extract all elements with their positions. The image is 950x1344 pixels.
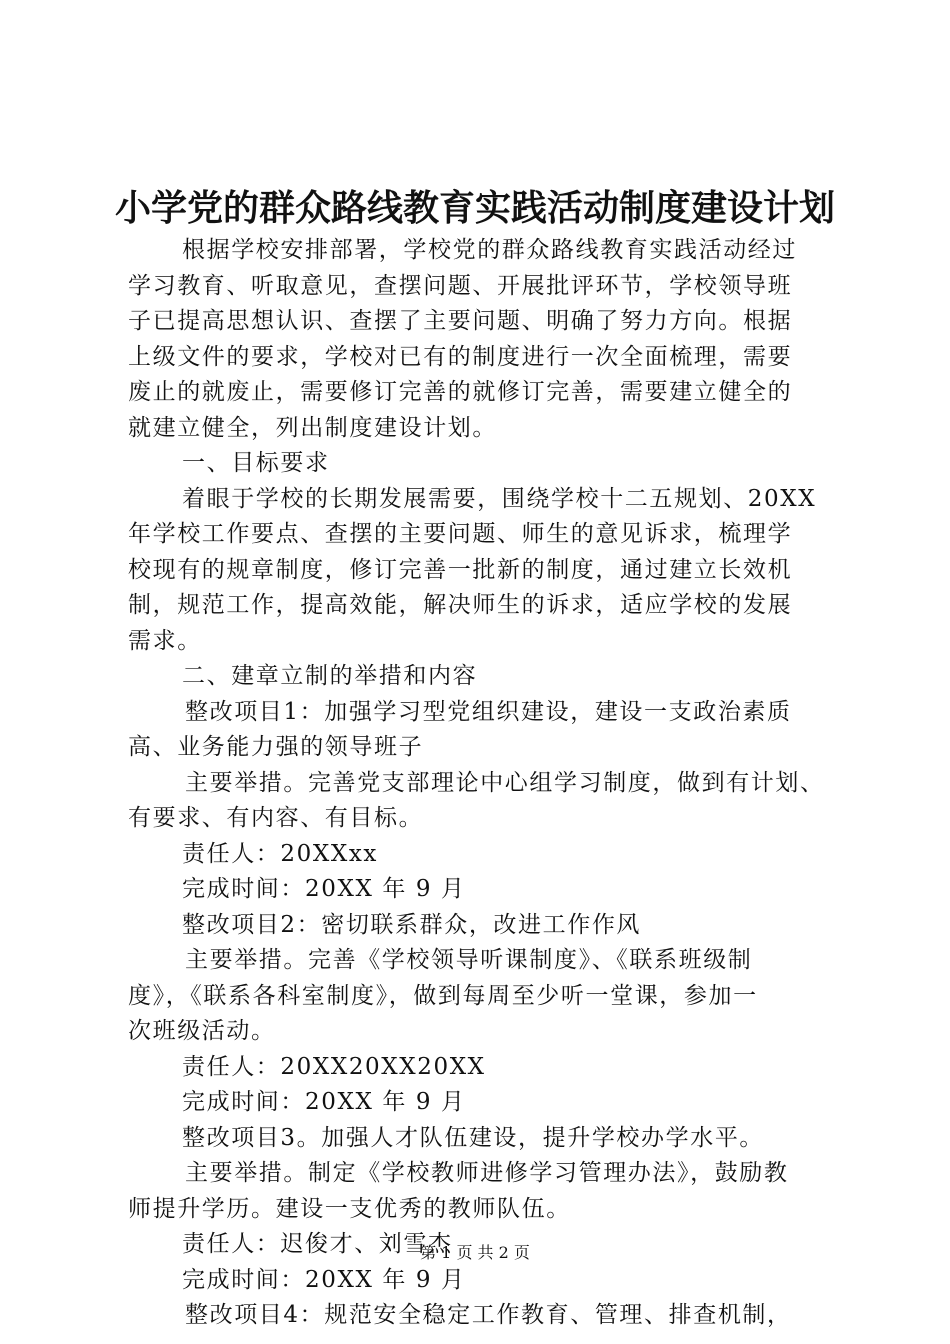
responsible-person: 责任人：20XXxx <box>182 840 378 867</box>
document-body <box>128 233 828 1334</box>
section-heading: 一、目标要求 <box>182 450 330 476</box>
paragraph-line: 高、业务能力强的领导班子 <box>128 734 424 760</box>
paragraph-line: 就建立健全，列出制度建设计划。 <box>128 414 497 441</box>
page-footer: 第 1 页 共 2 页 <box>420 1243 530 1262</box>
paragraph-line: 有要求、有内容、有目标。 <box>128 805 424 831</box>
item-heading: 整改项目2：密切联系群众，改进工作作风 <box>182 911 642 938</box>
document-title: 小学党的群众路线教育实践活动制度建设计划 <box>114 187 835 229</box>
paragraph-line: 子已提高思想认识、查摆了主要问题、明确了努力方向。根据 <box>128 308 793 334</box>
responsible-person: 责任人：迟俊才、刘雪杰 <box>182 1231 453 1257</box>
paragraph-line: 年学校工作要点、查摆的主要问题、师生的意见诉求，梳理学 <box>128 521 793 547</box>
paragraph-line: 需求。 <box>128 627 202 654</box>
paragraph-line: 校现有的规章制度，修订完善一批新的制度，通过建立长效机 <box>128 556 793 583</box>
completion-time: 完成时间：20XX 年 9 月 <box>182 1089 466 1115</box>
item-heading: 整改项目1：加强学习型党组织建设，建设一支政治素质 <box>185 698 792 725</box>
item-heading: 整改项目4：规范安全稳定工作教育、管理、排查机制， <box>185 1302 792 1328</box>
paragraph-line: 上级文件的要求，学校对已有的制度进行一次全面梳理，需要 <box>128 343 793 370</box>
paragraph-line: 主要举措。制定《学校教师进修学习管理办法》，鼓励教 <box>185 1160 789 1186</box>
paragraph-line: 次班级活动。 <box>128 1018 276 1044</box>
paragraph-line: 废止的就废止，需要修订完善的就修订完善，需要建立健全的 <box>128 379 793 405</box>
paragraph-line: 制，规范工作，提高效能，解决师生的诉求，适应学校的发展 <box>128 592 793 618</box>
completion-time: 完成时间：20XX 年 9 月 <box>182 876 466 902</box>
paragraph-line: 师提升学历。建设一支优秀的教师队伍。 <box>128 1195 571 1222</box>
paragraph-line: 主要举措。完善《学校领导听课制度》、《联系班级制 <box>185 947 753 973</box>
item-heading: 整改项目3。加强人才队伍建设，提升学校办学水平。 <box>182 1124 765 1151</box>
paragraph-line: 主要举措。完善党支部理论中心组学习制度，做到有计划、 <box>185 769 825 796</box>
section-heading: 二、建章立制的举措和内容 <box>182 663 478 689</box>
paragraph-line: 学习教育、听取意见，查摆问题、开展批评环节，学校领导班 <box>128 272 793 299</box>
completion-time: 完成时间：20XX 年 9 月 <box>182 1266 466 1293</box>
paragraph-line: 着眼于学校的长期发展需要，围绕学校十二五规划、20XX <box>182 485 817 512</box>
paragraph-line: 根据学校安排部署，学校党的群众路线教育实践活动经过 <box>182 237 797 263</box>
responsible-person: 责任人：20XX20XX20XX <box>182 1053 486 1080</box>
paragraph-line: 度》，《联系各科室制度》，做到每周至少听一堂课，参加一 <box>128 982 758 1009</box>
